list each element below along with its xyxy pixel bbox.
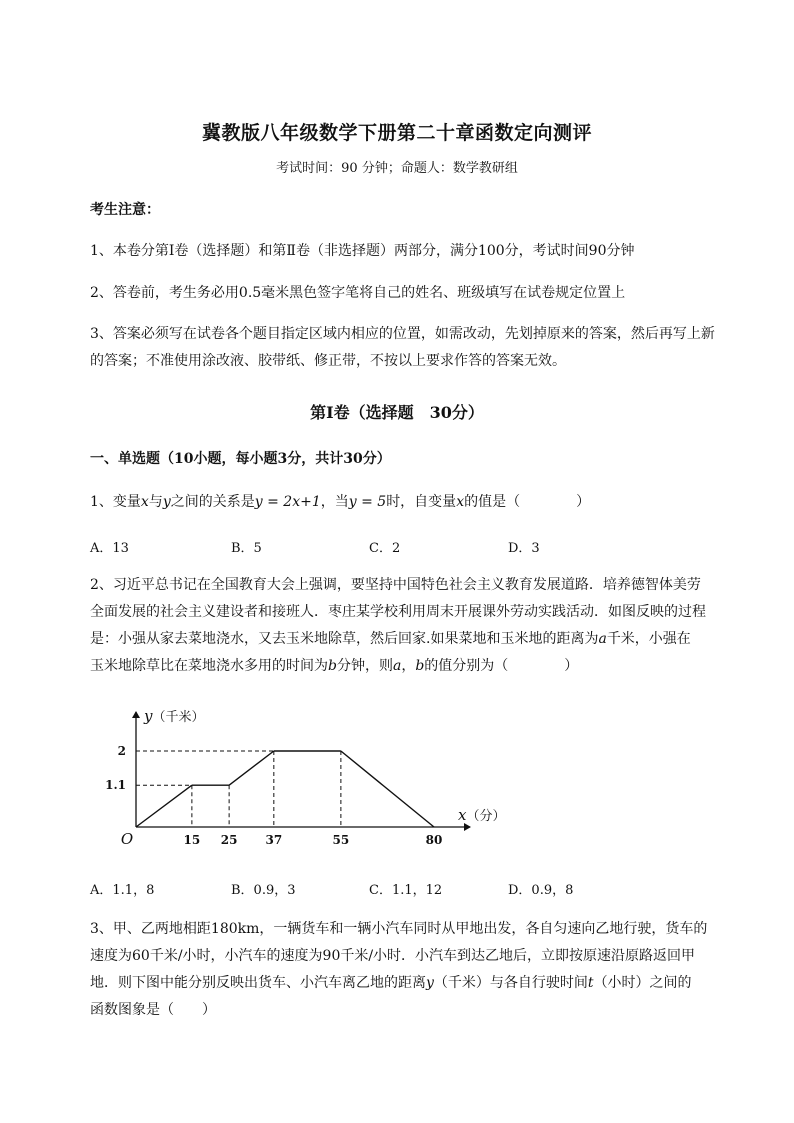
page-subtitle: 考试时间：90 分钟；命题人：数学教研组 [276,161,518,176]
x-tick-label: 55 [332,833,350,847]
question-3-line-4: 函数图象是（ ） [90,1002,216,1018]
q3-text: 地．则下图中能分别反映出货车、小汽车离乙地的距离 [90,975,426,991]
x-tick-label: 15 [183,833,201,847]
y-axis-variable: y [144,707,153,725]
q3-var-y: y [426,975,434,991]
notice-item-3-cont: 的答案；不准使用涂改液、胶带纸、修正带，不按以上要求作答的答案无效。 [90,353,566,369]
notice-item-3: 3、答案必须写在试卷各个题目指定区域内相应的位置，如需改动，先划掉原来的答案，然后再写上新 [90,326,715,342]
series-segment [341,751,434,827]
part-heading: 一、单选题（10小题，每小题3分，共计30分） [90,451,391,467]
q1-condition: y = 5 [348,494,387,510]
q3-text: （小时）之间的 [593,975,692,991]
q1-option-d[interactable]: D．3 [508,541,540,556]
x-axis-variable: x [458,806,467,824]
q1-text: 的值是（ ） [464,494,591,510]
x-axis-unit: （分） [466,809,506,824]
question-3-line-2: 速度为60千米/小时，小汽车的速度为90千米/小时．小汽车到达乙地后，立即按原速沿原路返回甲 [90,948,696,964]
y-tick-label: 1.1 [105,778,126,793]
x-tick-label: 80 [425,833,443,847]
series-segment [136,785,192,827]
q2-var-b: b [328,658,337,674]
q2-text: ， [401,658,416,674]
question-2-line-1: 2、习近平总书记在全国教育大会上强调，要坚持中国特色社会主义教育发展道路．培养德智体美劳 [90,577,701,593]
x-axis-label [458,806,505,824]
page-title: 冀教版八年级数学下册第二十章函数定向测评 [201,122,592,144]
q2-option-c[interactable]: C．1.1，12 [369,883,443,898]
q2-var-b: b [415,658,425,674]
q1-option-b[interactable]: B．5 [231,541,262,556]
y-axis-label [143,707,205,725]
q1-option-c[interactable]: C．2 [369,541,401,556]
q2-text: 千米，小强在 [606,631,691,647]
y-tick-label: 2 [117,744,126,758]
q1-text: 时，自变量 [386,494,457,510]
q2-text: 分钟，则 [336,658,393,674]
x-tick-label: 25 [220,833,238,847]
q2-option-b[interactable]: B．0.9，3 [231,883,296,898]
q2-text: 的值分别为（ ） [424,658,579,674]
q2-var-a: a [598,631,607,647]
q2-text: 是：小强从家去菜地浇水，又去玉米地除草，然后回家.如果菜地和玉米地的距离为 [90,631,599,647]
notice-item-2: 2、答卷前，考生务必用0.5毫米黑色签字笔将自己的姓名、班级填写在试卷规定位置上 [90,285,626,301]
notice-heading: 考生注意： [90,202,160,218]
notice-item-1: 1、本卷分第Ⅰ卷（选择题）和第Ⅱ卷（非选择题）两部分，满分100分，考试时间90分钟 [90,243,635,259]
q1-var-y: y [162,494,171,510]
y-axis-unit: （千米） [152,710,205,725]
q3-var-t: t [587,975,594,991]
q1-equation: y = 2x+1 [254,494,321,510]
q1-option-a[interactable]: A．13 [90,541,129,556]
q2-text: 玉米地除草比在菜地浇水多用的时间为 [90,658,328,674]
question-2-line-2: 全面发展的社会主义建设者和接班人．枣庄某学校利用周末开展课外劳动实践活动．如图反映的过程 [90,604,706,620]
x-tick-label: 37 [265,833,283,847]
q2-var-a: a [392,658,402,674]
question-3-line-1: 3、甲、乙两地相距180km，一辆货车和一辆小汽车同时从甲地出发，各自匀速向乙地行驶，货车的 [90,921,708,937]
q1-text: 与 [148,494,163,510]
q2-option-a[interactable]: A．1.1，8 [90,883,155,898]
q1-var-x: x [140,494,149,510]
q1-text: 之间的关系是 [170,494,255,510]
q1-var-x: x [456,494,465,510]
q1-text: 1、变量 [90,494,141,510]
section-title: 第Ⅰ卷（选择题 30分） [310,403,484,422]
q2-option-d[interactable]: D．0.9，8 [508,883,574,898]
q3-text: （千米）与各自行驶时间 [433,975,588,991]
origin-label: O [120,830,134,848]
question-3-line-3 [90,969,750,997]
q2-options [90,879,750,899]
series-segment [229,751,274,785]
q1-text: ，当 [320,494,349,510]
